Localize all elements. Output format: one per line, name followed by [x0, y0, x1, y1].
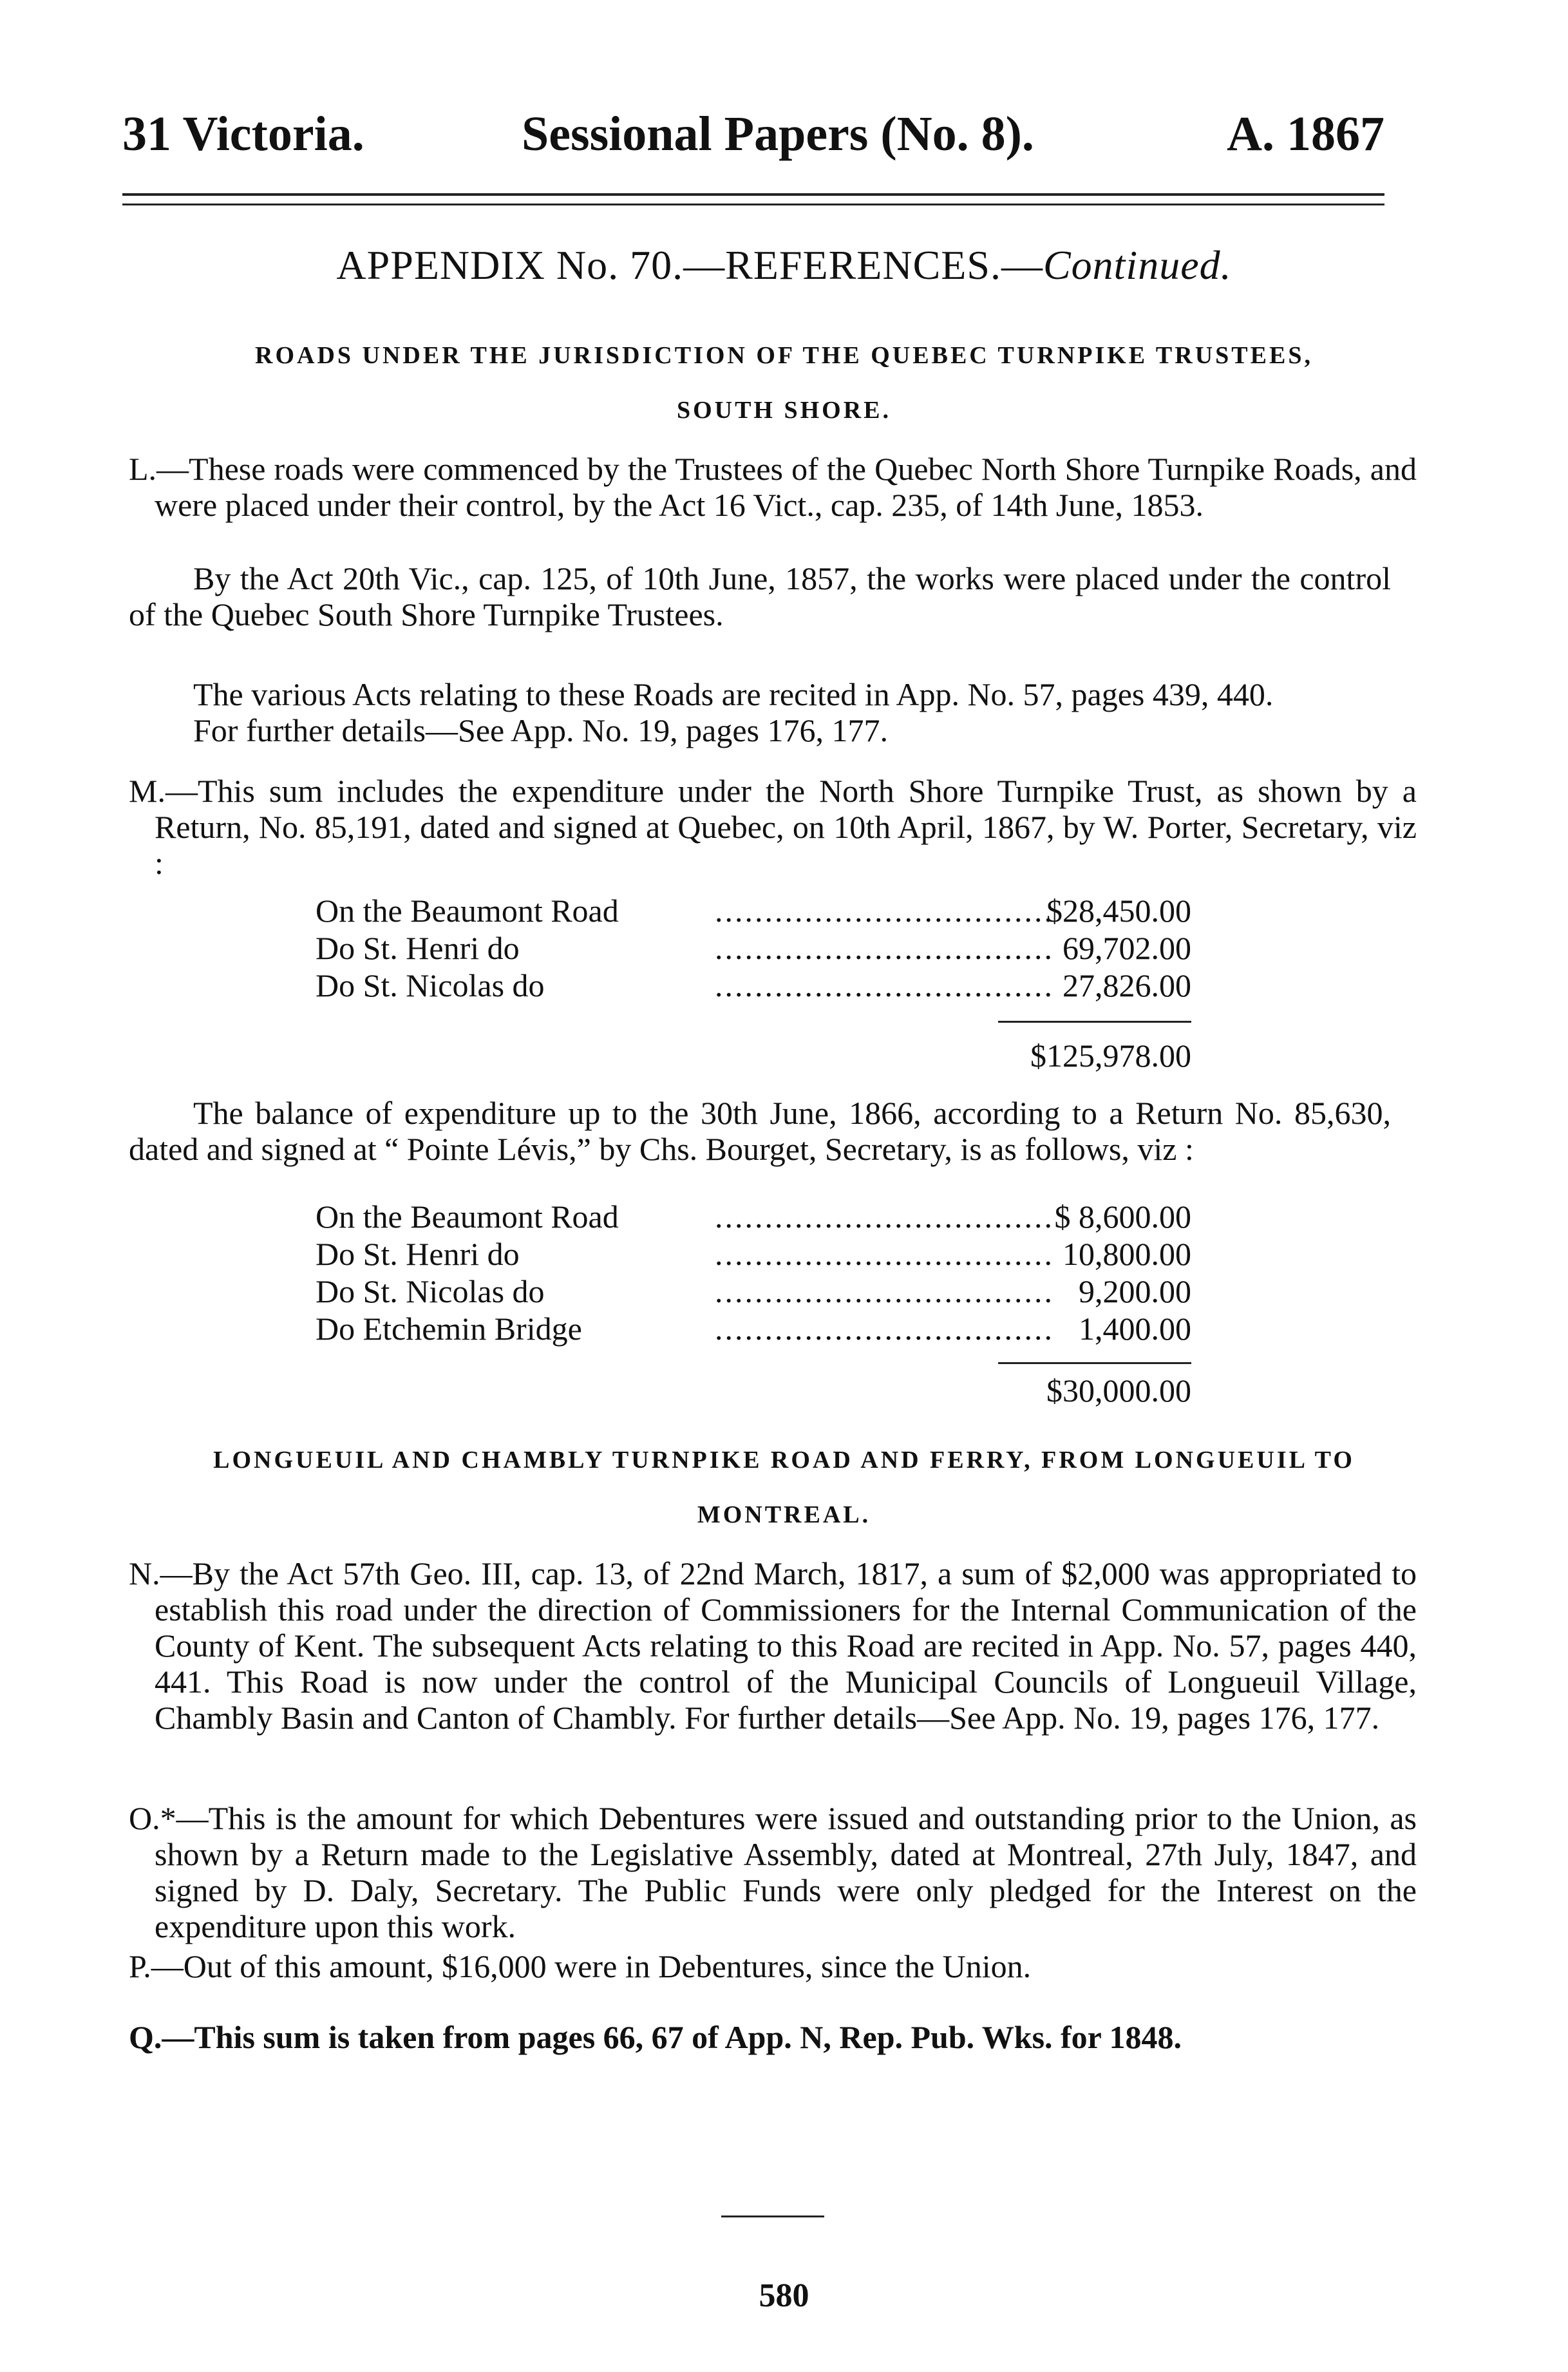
leader-dots: .................................. [715, 1311, 1054, 1347]
note-P: P.—Out of this amount, $16,000 were in Debentures, since the Union. [129, 1948, 1032, 1984]
expenditure-table-M [316, 892, 1191, 1074]
row-amount: 1,400.00 [1079, 1311, 1191, 1347]
leader-dots: .................................. [715, 1273, 1054, 1309]
row-label: Do St. Nicolas do [316, 1273, 545, 1309]
table-row [316, 892, 1191, 929]
paragraph-act-20th: By the Act 20th Vic., cap. 125, of 10th June, 1857, the works were placed under the control of the Quebec South Shore Turnpike Trustees. [129, 560, 1391, 632]
header-rule-top [122, 193, 1384, 196]
table-row [316, 929, 1191, 967]
note-M: M.—This sum includes the expenditure under the North Shore Turnpike Trust, as shown by a Return, No. 85,191, dated and signed at Quebec, on 10th April, 1867, by W. Porter, Secretary, viz : [129, 773, 1417, 881]
row-label: On the Beaumont Road [316, 1199, 619, 1235]
note-O: O.*—This is the amount for which Debentures were issued and outstanding prior to the Union, as shown by a Return made to the Legislative Assembly, dated at Montreal, 27th July, 1847, and signed by D. Daly, Secretary. The Public Funds were only pledged for the Interest on the expenditure upon this work. [129, 1800, 1417, 1944]
header-year: A. 1867 [1227, 107, 1384, 161]
row-label: Do Etchemin Bridge [316, 1311, 582, 1347]
leader-dots: .................................. [715, 967, 1054, 1003]
running-header [122, 106, 1384, 177]
sum-rule [998, 1362, 1191, 1364]
expenditure-table-balance [316, 1198, 1191, 1409]
section-heading-longueuil-sub: MONTREAL. [697, 1501, 871, 1528]
footer-rule [721, 2215, 824, 2217]
header-title: Sessional Papers (No. 8). [522, 107, 1034, 161]
leader-dots: .................................. [715, 893, 1054, 929]
table-row [316, 1273, 1191, 1310]
row-amount: 27,826.00 [1063, 967, 1191, 1003]
leader-dots: .................................. [715, 1199, 1054, 1235]
page-number: 580 [759, 2277, 809, 2314]
header-session: 31 Victoria. [122, 107, 364, 161]
appendix-title-continued: Continued. [1043, 242, 1232, 288]
section-heading-quebec-sub: SOUTH SHORE. [676, 397, 892, 424]
leader-dots: .................................. [715, 1236, 1054, 1272]
row-label: Do St. Henri do [316, 930, 520, 966]
further-details-line: For further details—See App. No. 19, pages 176, 177. [193, 712, 889, 748]
row-label: Do St. Nicolas do [316, 967, 545, 1003]
acts-recited-line: The various Acts relating to these Roads are recited in App. No. 57, pages 439, 440. [193, 676, 1274, 712]
sum-rule [998, 1021, 1191, 1023]
header-rule-bottom [122, 204, 1384, 205]
section-heading-quebec: ROADS UNDER THE JURISDICTION OF THE QUEBEC TURNPIKE TRUSTEES, [255, 342, 1313, 369]
row-amount: 9,200.00 [1079, 1273, 1191, 1309]
note-N: N.—By the Act 57th Geo. III, cap. 13, of 22nd March, 1817, a sum of $2,000 was appropriated to establish this road under the direction of Commissioners for the Internal Communication of the County of Kent. The subsequent Acts relating to this Road are recited in App. No. 57, pages 440, 441. This Road is now under the control of the Municipal Councils of Longueuil Village, Chambly Basin and Canton of Chambly. For further details—See App. No. 19, pages 176, 177. [129, 1555, 1417, 1736]
table-row [316, 967, 1191, 1004]
row-amount: $28,450.00 [1046, 893, 1191, 929]
row-amount: $ 8,600.00 [1054, 1199, 1191, 1235]
paragraph-balance: The balance of expenditure up to the 30th June, 1866, according to a Return No. 85,630, dated and signed at “ Pointe Lévis,” by Chs. Bourget, Secretary, is as follows, viz : [129, 1095, 1391, 1167]
appendix-title-main: APPENDIX No. 70.—REFERENCES.— [336, 242, 1043, 288]
section-heading-longueuil: LONGUEUIL AND CHAMBLY TURNPIKE ROAD AND FERRY, FROM LONGUEUIL TO [213, 1447, 1355, 1474]
note-L: L.—These roads were commenced by the Trustees of the Quebec North Shore Turnpike Roads, and were placed under their control, by the Act 16 Vict., cap. 235, of 14th June, 1853. [129, 451, 1417, 523]
table-row [316, 1235, 1191, 1273]
total-amount-M: $125,978.00 [1030, 1038, 1191, 1074]
paragraph-acts-recited [193, 676, 1391, 748]
row-amount: 69,702.00 [1063, 930, 1191, 966]
leader-dots: .................................. [715, 930, 1054, 966]
row-label: On the Beaumont Road [316, 893, 619, 929]
total-amount-balance: $30,000.00 [1046, 1372, 1191, 1409]
table-row [316, 1310, 1191, 1347]
row-amount: 10,800.00 [1063, 1236, 1191, 1272]
row-label: Do St. Henri do [316, 1236, 520, 1272]
note-Q: Q.—This sum is taken from pages 66, 67 of App. N, Rep. Pub. Wks. for 1848. [129, 2019, 1182, 2055]
table-row [316, 1198, 1191, 1235]
appendix-title [0, 242, 1568, 289]
